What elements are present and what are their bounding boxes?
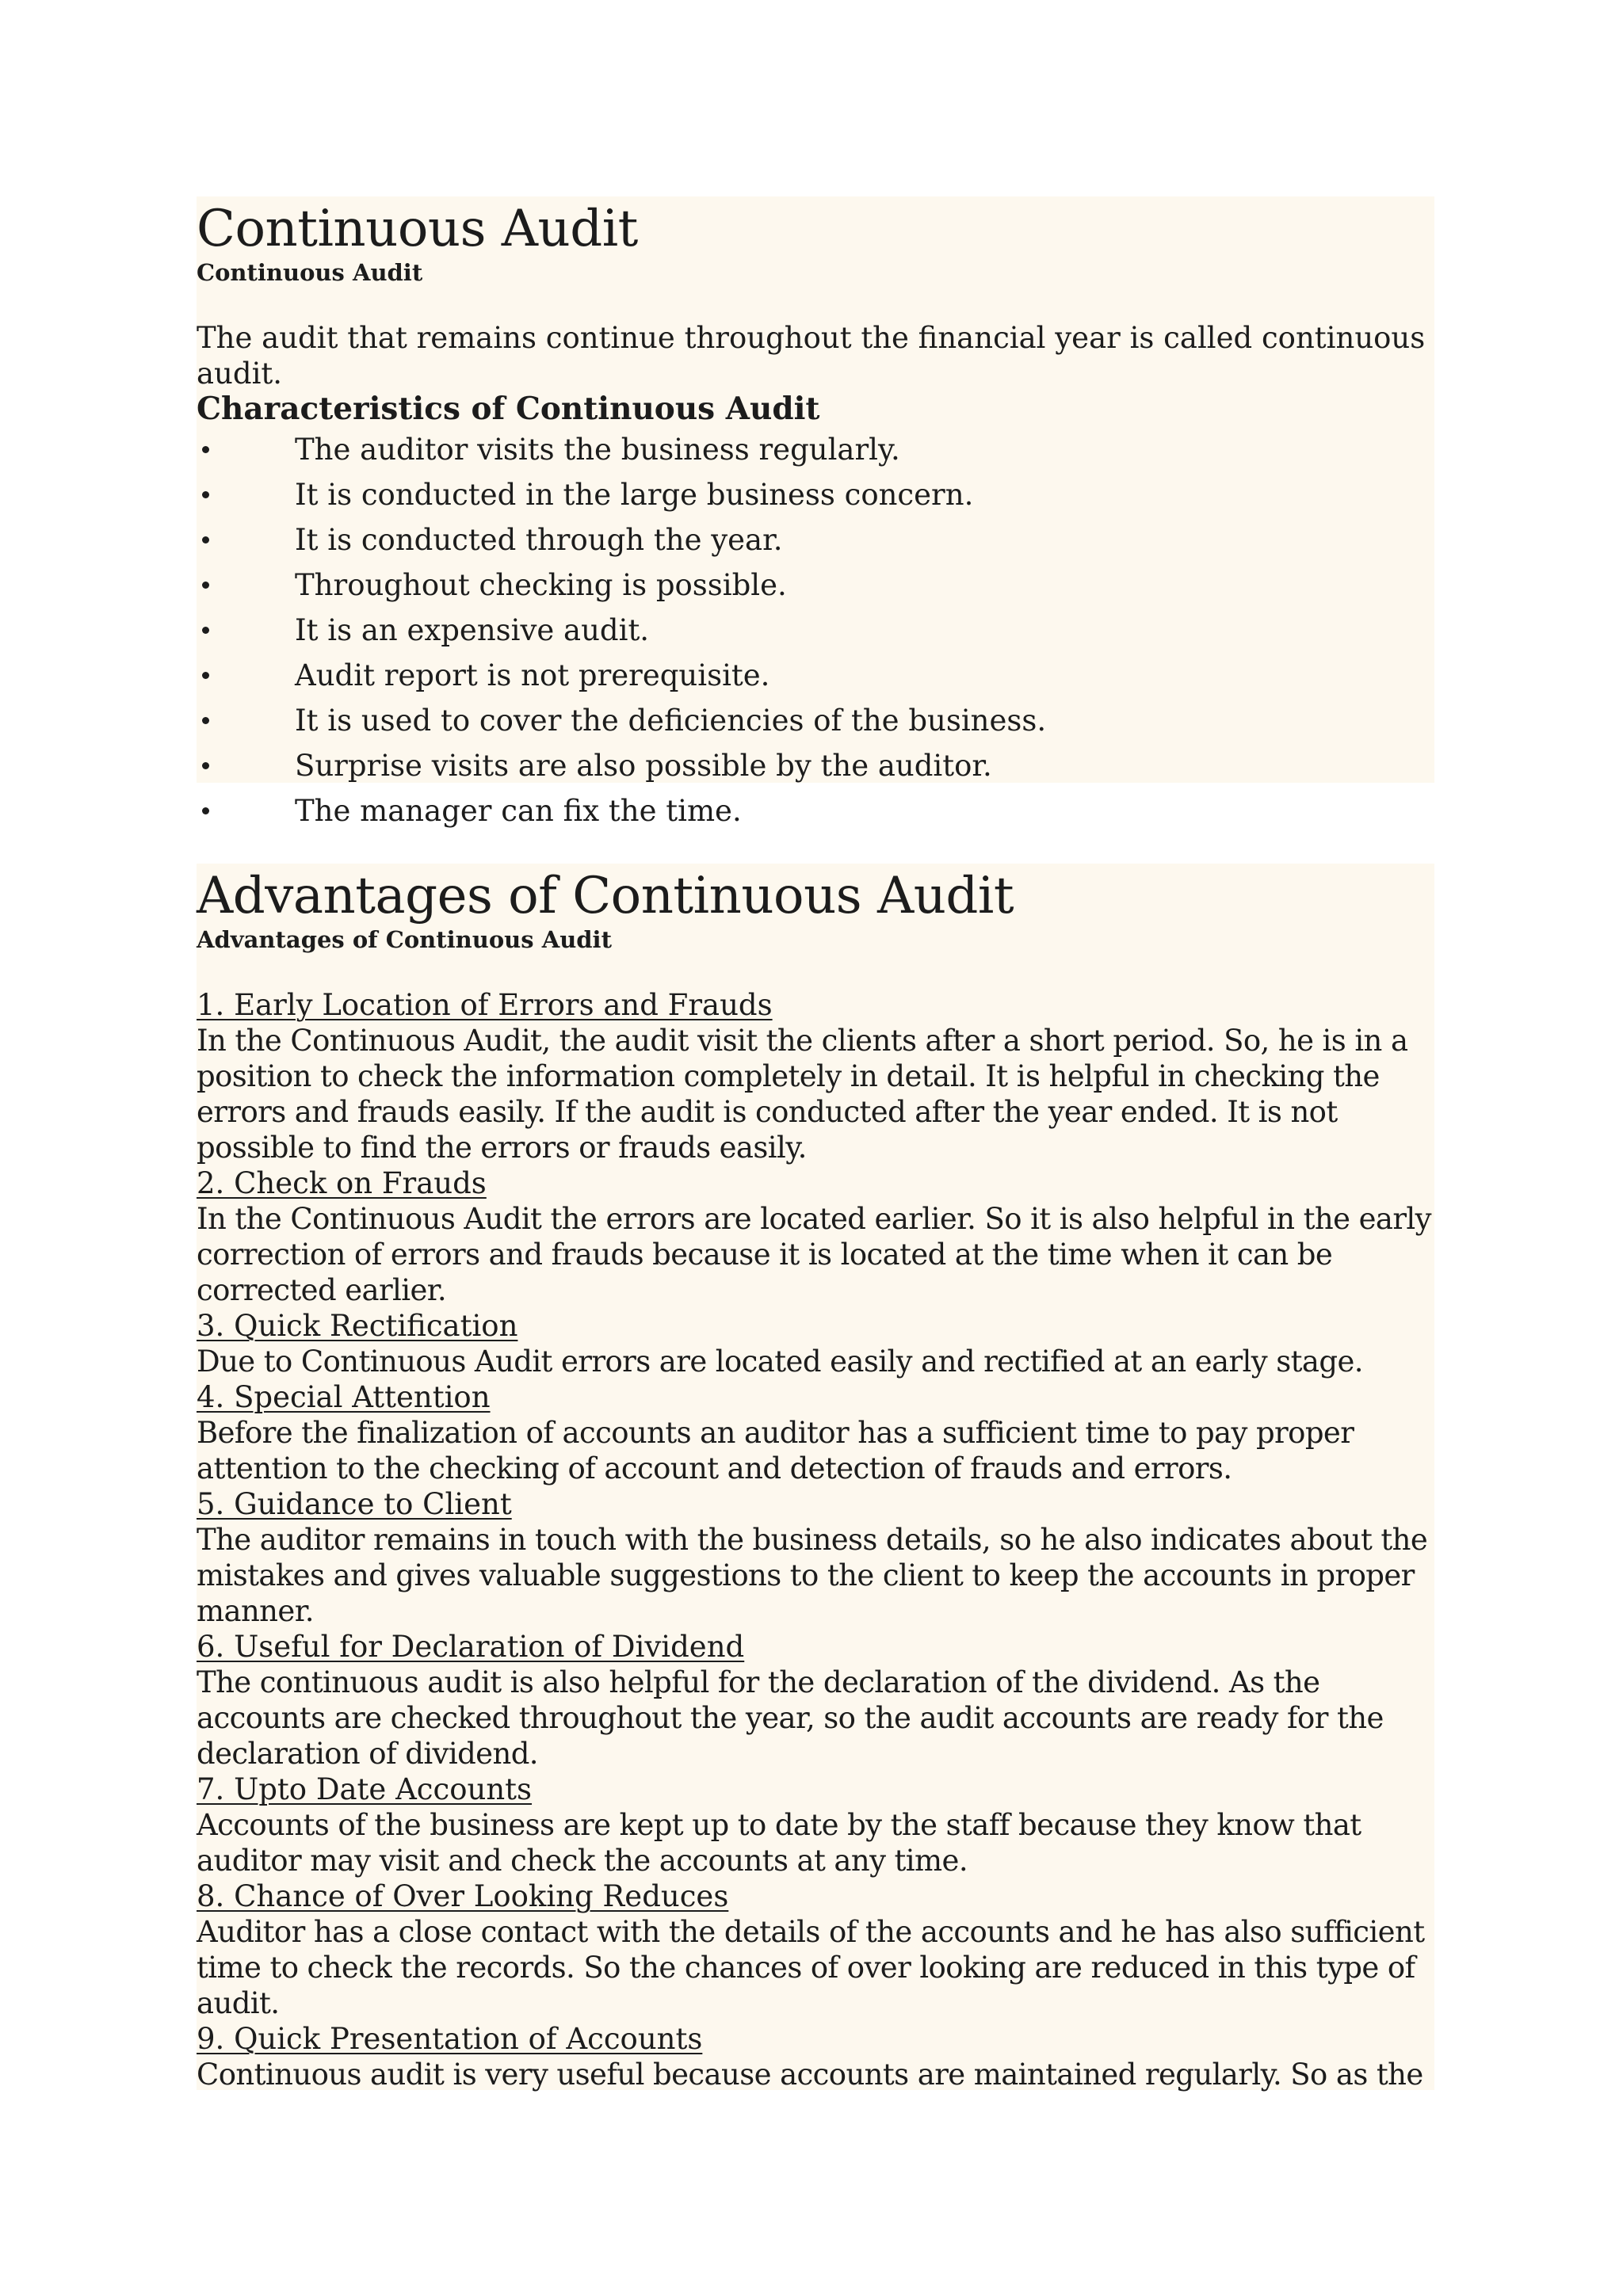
continuous-audit-section — [197, 196, 1434, 828]
list-item-text: It is conducted in the large business concern. — [295, 478, 974, 512]
bullet-icon — [202, 446, 209, 453]
list-item — [197, 517, 1434, 563]
bullet-icon — [202, 582, 209, 589]
list-item-text: It is an expensive audit. — [295, 613, 650, 647]
section-title: Continuous Audit — [197, 200, 638, 258]
list-item — [197, 653, 1434, 698]
list-item-text: It is conducted through the year. — [295, 523, 783, 557]
list-item-text: Audit report is not prerequisite. — [295, 658, 770, 692]
advantage-body: Auditor has a close contact with the details of the accounts and he has also sufficient time to check the records. So the chances of over looking are reduced in this type of audit. — [197, 1915, 1425, 2020]
list-item — [197, 743, 1434, 788]
advantage-body: Before the finalization of accounts an auditor has a sufficient time to pay proper attention to the checking of account and detection of frauds and errors. — [197, 1416, 1354, 1486]
advantage-body: The auditor remains in touch with the business details, so he also indicates about the mistakes and gives valuable suggestions to the client to keep the accounts in proper manner. — [197, 1523, 1428, 1628]
advantage-heading-quick-presentation: 9. Quick Presentation of Accounts — [197, 2022, 703, 2056]
list-item — [197, 608, 1434, 653]
characteristics-heading: Characteristics of Continuous Audit — [197, 391, 820, 427]
list-item — [197, 788, 1434, 833]
advantage-heading-early-location: 1. Early Location of Errors and Frauds — [197, 988, 773, 1022]
list-item-text: It is used to cover the deficiencies of the business. — [295, 704, 1047, 738]
advantage-heading-upto-date-accounts: 7. Upto Date Accounts — [197, 1772, 533, 1806]
definition-paragraph: The audit that remains continue throughout the financial year is called continuous audit. — [197, 321, 1426, 391]
advantage-body: Continuous audit is very useful because accounts are maintained regularly. So as the — [197, 2058, 1423, 2092]
characteristics-list — [197, 427, 1434, 833]
advantage-heading-over-looking-reduces: 8. Chance of Over Looking Reduces — [197, 1879, 729, 1913]
bullet-icon — [202, 672, 209, 679]
bullet-icon — [202, 717, 209, 724]
bullet-icon — [202, 762, 209, 769]
advantage-heading-check-on-frauds: 2. Check on Frauds — [197, 1166, 487, 1200]
list-item-text: The manager can fix the time. — [295, 794, 742, 828]
list-item-text: Throughout checking is possible. — [295, 568, 787, 602]
bullet-icon — [202, 807, 209, 814]
list-item — [197, 472, 1434, 517]
advantage-body: In the Continuous Audit, the audit visit the clients after a short period. So, he is in a position to check the information completely in detail. It is helpful in checking the errors and frauds easily. If the audit is conducted after the year ended. It is not possible to find the errors or frauds easily. — [197, 1024, 1408, 1165]
section-subtitle: Continuous Audit — [197, 259, 423, 286]
advantage-heading-quick-rectification: 3. Quick Rectification — [197, 1309, 518, 1343]
advantages-section — [197, 864, 1434, 2090]
list-item-text: Surprise visits are also possible by the auditor. — [295, 749, 992, 783]
list-item — [197, 698, 1434, 743]
section-title: Advantages of Continuous Audit — [197, 867, 1014, 925]
list-item-text: The auditor visits the business regularly. — [295, 433, 900, 467]
advantage-body: Accounts of the business are kept up to date by the staff because they know that auditor may visit and check the accounts at any time. — [197, 1808, 1361, 1878]
advantage-heading-declaration-of-dividend: 6. Useful for Declaration of Dividend — [197, 1630, 745, 1664]
bullet-icon — [202, 491, 209, 498]
advantage-body: In the Continuous Audit the errors are located earlier. So it is also helpful in the early correction of errors and frauds because it is located at the time when it can be corrected earlier. — [197, 1202, 1431, 1307]
advantage-body: The continuous audit is also helpful for the declaration of the dividend. As the accounts are checked throughout the year, so the audit accounts are ready for the declaration of dividend. — [197, 1665, 1384, 1771]
list-item — [197, 563, 1434, 608]
advantage-body: Due to Continuous Audit errors are located easily and rectified at an early stage. — [197, 1344, 1363, 1379]
bullet-icon — [202, 627, 209, 634]
list-item — [197, 427, 1434, 472]
advantage-heading-guidance-to-client: 5. Guidance to Client — [197, 1487, 512, 1521]
advantage-heading-special-attention: 4. Special Attention — [197, 1380, 491, 1414]
bullet-icon — [202, 536, 209, 543]
section-subtitle: Advantages of Continuous Audit — [197, 926, 612, 953]
